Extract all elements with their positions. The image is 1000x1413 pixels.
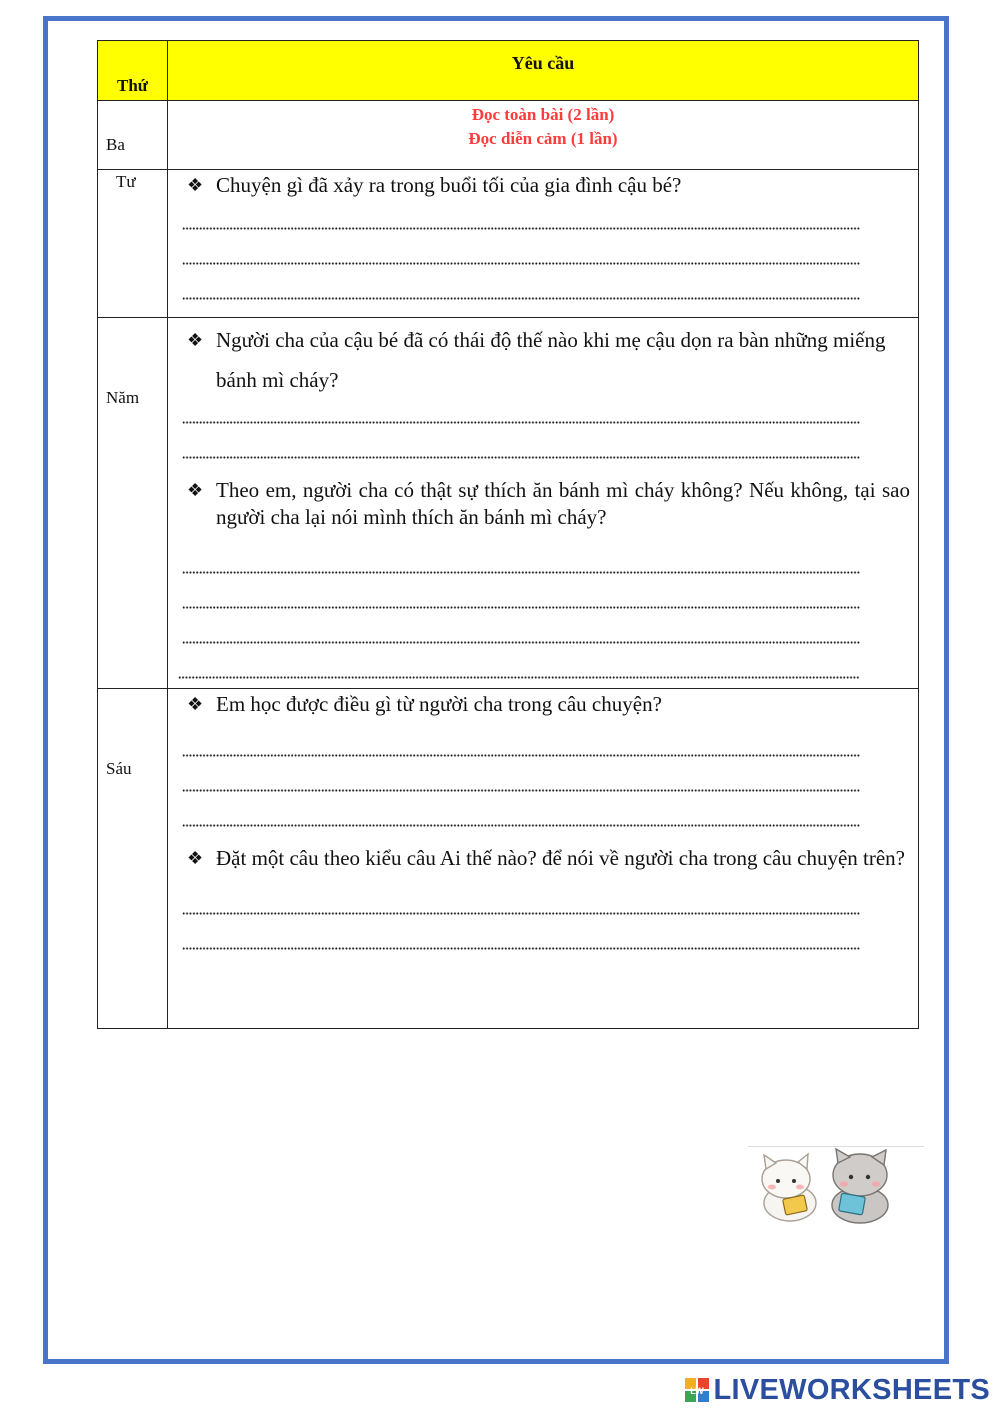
table-row: [98, 101, 919, 170]
day-text: Năm: [106, 388, 140, 407]
liveworksheets-logo-icon: [684, 1377, 710, 1403]
diamond-bullet-icon: ❖: [187, 694, 204, 714]
question-text: Người cha của cậu bé đã có thái độ thế nào khi mẹ cậu dọn ra bàn những miếng bánh mì cháy?: [216, 328, 886, 392]
diamond-bullet-icon: ❖: [187, 480, 204, 500]
answer-line[interactable]: [182, 269, 860, 304]
question: [168, 845, 918, 872]
header-requirement: Yêu cầu: [168, 41, 919, 101]
question: [168, 477, 918, 531]
question-cell: [168, 318, 919, 689]
answer-line[interactable]: [182, 613, 860, 648]
day-text: Tư: [116, 172, 136, 191]
table-row: [98, 170, 919, 318]
question-text: Theo em, người cha có thật sự thích ăn bánh mì cháy không? Nếu không, tại sao người cha lại nói mình thích ăn bánh mì cháy?: [216, 478, 910, 529]
table-row: [98, 689, 919, 1029]
instruction-line: Đọc toàn bài (2 lần): [471, 105, 615, 124]
answer-line[interactable]: [182, 578, 860, 613]
diamond-bullet-icon: ❖: [187, 848, 204, 868]
question-text: Em học được điều gì từ người cha trong câu chuyện?: [216, 692, 662, 716]
answer-line[interactable]: [182, 428, 860, 463]
diamond-bullet-icon: ❖: [187, 175, 204, 195]
answer-line[interactable]: [182, 884, 860, 919]
diamond-bullet-icon: ❖: [187, 330, 204, 350]
day-label: [98, 170, 168, 318]
question-text: Chuyện gì đã xảy ra trong buổi tối của gia đình cậu bé?: [216, 173, 682, 197]
logo-mark-text: LW: [689, 1386, 704, 1396]
question: [168, 691, 918, 718]
answer-line[interactable]: [182, 543, 860, 578]
question-text: Đặt một câu theo kiểu câu Ai thế nào? để nói về người cha trong câu chuyện trên?: [216, 846, 905, 870]
logo-text: LIVEWORKSHEETS: [713, 1373, 990, 1406]
answer-line[interactable]: [182, 400, 860, 428]
cats-svg: [748, 1147, 924, 1231]
answer-line[interactable]: [182, 919, 860, 954]
day-label: [98, 318, 168, 689]
answer-line[interactable]: [182, 199, 860, 234]
liveworksheets-logo[interactable]: [684, 1375, 991, 1405]
answer-line[interactable]: [182, 234, 860, 269]
table-header-row: [98, 41, 919, 101]
day-text: Ba: [106, 135, 125, 154]
day-label: [98, 101, 168, 170]
answer-line[interactable]: [182, 761, 860, 796]
question: [168, 172, 918, 199]
table-row: [98, 318, 919, 689]
question-cell: [168, 170, 919, 318]
day-text: Sáu: [106, 759, 132, 778]
answer-line[interactable]: [178, 648, 860, 683]
header-day: Thứ: [98, 41, 168, 101]
reading-cats-illustration: [748, 1146, 924, 1231]
question: [168, 320, 918, 400]
answer-line[interactable]: [182, 796, 860, 831]
instruction-line: Đọc diễn cảm (1 lần): [468, 129, 618, 148]
reading-instructions: [168, 101, 919, 170]
worksheet-table: [97, 40, 919, 1029]
question-cell: [168, 689, 919, 1029]
day-label: [98, 689, 168, 1029]
answer-line[interactable]: [182, 726, 860, 761]
